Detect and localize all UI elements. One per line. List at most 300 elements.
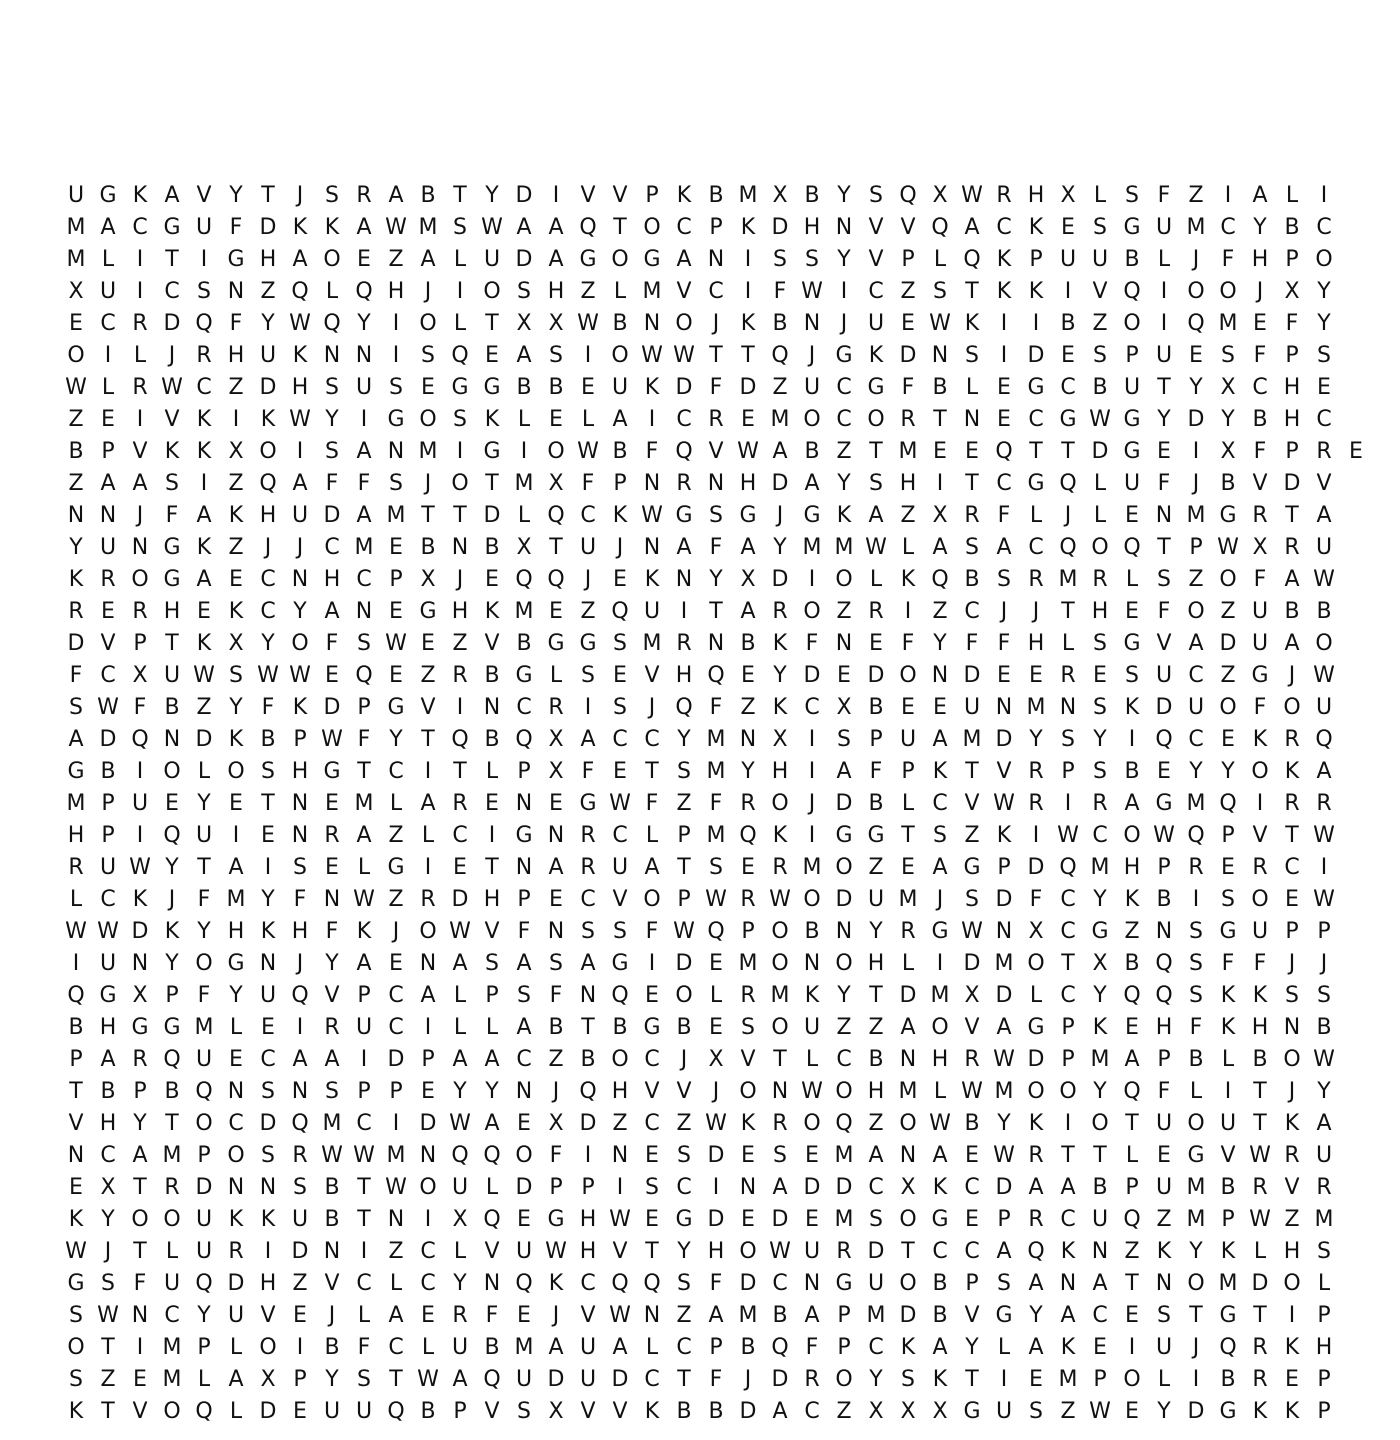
letter-cell[interactable]: S bbox=[773, 247, 787, 272]
letter-cell[interactable]: D bbox=[1187, 407, 1205, 432]
letter-cell[interactable]: I bbox=[808, 727, 816, 752]
letter-cell[interactable]: H bbox=[483, 887, 501, 912]
letter-cell[interactable]: F bbox=[1189, 1015, 1203, 1040]
letter-cell[interactable]: B bbox=[1092, 375, 1108, 400]
letter-cell[interactable]: X bbox=[516, 535, 532, 560]
letter-cell[interactable]: I bbox=[392, 311, 400, 336]
letter-cell[interactable]: N bbox=[227, 279, 245, 304]
letter-cell[interactable]: Y bbox=[325, 951, 339, 976]
letter-cell[interactable]: J bbox=[1192, 1335, 1200, 1360]
letter-cell[interactable]: S bbox=[229, 663, 243, 688]
letter-cell[interactable]: E bbox=[517, 1111, 531, 1136]
letter-cell[interactable]: K bbox=[164, 919, 180, 944]
letter-cell[interactable]: A bbox=[804, 471, 820, 496]
letter-cell[interactable]: E bbox=[901, 855, 915, 880]
letter-cell[interactable]: X bbox=[548, 311, 564, 336]
letter-cell[interactable]: C bbox=[1092, 1303, 1108, 1328]
letter-cell[interactable]: F bbox=[325, 471, 339, 496]
letter-cell[interactable]: C bbox=[868, 1335, 884, 1360]
letter-cell[interactable]: C bbox=[676, 1335, 692, 1360]
letter-cell[interactable]: P bbox=[1221, 823, 1235, 848]
letter-cell[interactable]: Y bbox=[965, 1335, 979, 1360]
letter-cell[interactable]: V bbox=[612, 183, 628, 208]
letter-cell[interactable]: Z bbox=[836, 599, 852, 624]
letter-cell[interactable]: H bbox=[867, 951, 885, 976]
letter-cell[interactable]: W bbox=[289, 311, 311, 336]
letter-cell[interactable]: E bbox=[581, 375, 595, 400]
letter-cell[interactable]: R bbox=[1252, 855, 1268, 880]
letter-cell[interactable]: N bbox=[835, 215, 853, 240]
letter-cell[interactable]: B bbox=[868, 791, 884, 816]
letter-cell[interactable]: G bbox=[643, 1015, 661, 1040]
letter-cell[interactable]: E bbox=[1317, 375, 1331, 400]
letter-cell[interactable]: A bbox=[324, 599, 340, 624]
letter-cell[interactable]: O bbox=[899, 1207, 917, 1232]
letter-cell[interactable]: T bbox=[1061, 1143, 1075, 1168]
letter-cell[interactable]: B bbox=[484, 727, 500, 752]
letter-cell[interactable]: B bbox=[1220, 1175, 1236, 1200]
letter-cell[interactable]: Q bbox=[483, 1207, 501, 1232]
letter-cell[interactable]: D bbox=[995, 887, 1013, 912]
letter-cell[interactable]: Z bbox=[1220, 663, 1236, 688]
letter-cell[interactable]: F bbox=[197, 983, 211, 1008]
letter-cell[interactable]: Q bbox=[323, 311, 341, 336]
letter-cell[interactable]: C bbox=[676, 1175, 692, 1200]
letter-cell[interactable]: P bbox=[581, 1175, 595, 1200]
letter-cell[interactable]: V bbox=[612, 887, 628, 912]
letter-cell[interactable]: G bbox=[131, 1015, 149, 1040]
letter-cell[interactable]: Y bbox=[261, 631, 275, 656]
letter-cell[interactable]: H bbox=[1283, 375, 1301, 400]
letter-cell[interactable]: B bbox=[324, 1175, 340, 1200]
letter-cell[interactable]: X bbox=[932, 183, 948, 208]
letter-cell[interactable]: Y bbox=[837, 983, 851, 1008]
letter-cell[interactable]: T bbox=[709, 343, 723, 368]
letter-cell[interactable]: Z bbox=[1156, 1207, 1172, 1232]
letter-cell[interactable]: O bbox=[1091, 535, 1109, 560]
letter-cell[interactable]: V bbox=[164, 407, 180, 432]
letter-cell[interactable]: H bbox=[579, 1207, 597, 1232]
letter-cell[interactable]: D bbox=[835, 791, 853, 816]
letter-cell[interactable]: J bbox=[328, 1303, 336, 1328]
letter-cell[interactable]: Q bbox=[355, 663, 373, 688]
letter-cell[interactable]: W bbox=[1057, 823, 1079, 848]
letter-cell[interactable]: A bbox=[1316, 1111, 1332, 1136]
letter-cell[interactable]: A bbox=[356, 503, 372, 528]
letter-cell[interactable]: U bbox=[1187, 695, 1205, 720]
letter-cell[interactable]: Y bbox=[1317, 1079, 1331, 1104]
letter-cell[interactable]: J bbox=[584, 567, 592, 592]
letter-cell[interactable]: W bbox=[929, 1111, 951, 1136]
letter-cell[interactable]: K bbox=[1060, 1239, 1076, 1264]
letter-cell[interactable]: R bbox=[1252, 503, 1268, 528]
letter-cell[interactable]: T bbox=[933, 407, 947, 432]
letter-cell[interactable]: S bbox=[357, 1367, 371, 1392]
letter-cell[interactable]: W bbox=[673, 343, 695, 368]
letter-cell[interactable]: S bbox=[1189, 951, 1203, 976]
letter-cell[interactable]: O bbox=[131, 567, 149, 592]
letter-cell[interactable]: G bbox=[1027, 1015, 1045, 1040]
letter-cell[interactable]: B bbox=[420, 1399, 436, 1424]
letter-cell[interactable]: F bbox=[325, 631, 339, 656]
letter-cell[interactable]: U bbox=[1155, 215, 1173, 240]
letter-cell[interactable]: M bbox=[994, 951, 1014, 976]
letter-cell[interactable]: A bbox=[484, 1111, 500, 1136]
letter-cell[interactable]: W bbox=[865, 535, 887, 560]
letter-cell[interactable]: X bbox=[548, 727, 564, 752]
letter-cell[interactable]: U bbox=[1091, 247, 1109, 272]
letter-cell[interactable]: L bbox=[1157, 247, 1171, 272]
letter-cell[interactable]: T bbox=[1157, 535, 1171, 560]
letter-cell[interactable]: G bbox=[963, 855, 981, 880]
letter-cell[interactable]: J bbox=[1320, 951, 1328, 976]
letter-cell[interactable]: Y bbox=[933, 631, 947, 656]
letter-cell[interactable]: C bbox=[964, 1239, 980, 1264]
letter-cell[interactable]: R bbox=[228, 1239, 244, 1264]
letter-cell[interactable]: R bbox=[1092, 567, 1108, 592]
letter-cell[interactable]: O bbox=[611, 1047, 629, 1072]
letter-cell[interactable]: B bbox=[420, 183, 436, 208]
letter-cell[interactable]: B bbox=[1124, 951, 1140, 976]
letter-cell[interactable]: E bbox=[1349, 439, 1363, 464]
letter-cell[interactable]: F bbox=[709, 1367, 723, 1392]
letter-cell[interactable]: K bbox=[740, 215, 756, 240]
letter-cell[interactable]: W bbox=[577, 311, 599, 336]
letter-cell[interactable]: D bbox=[451, 887, 469, 912]
letter-cell[interactable]: V bbox=[964, 791, 980, 816]
letter-cell[interactable]: I bbox=[200, 471, 208, 496]
letter-cell[interactable]: E bbox=[997, 407, 1011, 432]
letter-cell[interactable]: S bbox=[261, 1143, 275, 1168]
letter-cell[interactable]: Q bbox=[515, 567, 533, 592]
letter-cell[interactable]: N bbox=[355, 599, 373, 624]
letter-cell[interactable]: I bbox=[1000, 1367, 1008, 1392]
letter-cell[interactable]: L bbox=[485, 1175, 499, 1200]
letter-cell[interactable]: R bbox=[580, 823, 596, 848]
letter-cell[interactable]: O bbox=[1315, 247, 1333, 272]
letter-cell[interactable]: H bbox=[1027, 631, 1045, 656]
letter-cell[interactable]: P bbox=[293, 727, 307, 752]
letter-cell[interactable]: J bbox=[264, 535, 272, 560]
letter-cell[interactable]: P bbox=[357, 983, 371, 1008]
letter-cell[interactable]: T bbox=[1061, 439, 1075, 464]
letter-cell[interactable]: B bbox=[676, 1399, 692, 1424]
letter-cell[interactable]: W bbox=[161, 375, 183, 400]
letter-cell[interactable]: L bbox=[229, 1335, 243, 1360]
letter-cell[interactable]: X bbox=[228, 631, 244, 656]
letter-cell[interactable]: I bbox=[936, 951, 944, 976]
letter-cell[interactable]: V bbox=[1284, 1175, 1300, 1200]
letter-cell[interactable]: T bbox=[389, 1367, 403, 1392]
letter-cell[interactable]: K bbox=[484, 599, 500, 624]
letter-cell[interactable]: R bbox=[772, 599, 788, 624]
letter-cell[interactable]: S bbox=[1189, 983, 1203, 1008]
letter-cell[interactable]: O bbox=[419, 407, 437, 432]
letter-cell[interactable]: B bbox=[1124, 759, 1140, 784]
letter-cell[interactable]: A bbox=[420, 983, 436, 1008]
letter-cell[interactable]: Z bbox=[100, 1367, 116, 1392]
letter-cell[interactable]: P bbox=[453, 1399, 467, 1424]
letter-cell[interactable]: T bbox=[1029, 439, 1043, 464]
letter-cell[interactable]: E bbox=[741, 1143, 755, 1168]
letter-cell[interactable]: P bbox=[709, 215, 723, 240]
letter-cell[interactable]: O bbox=[419, 1175, 437, 1200]
letter-cell[interactable]: H bbox=[1123, 855, 1141, 880]
letter-cell[interactable]: I bbox=[1032, 311, 1040, 336]
letter-cell[interactable]: E bbox=[1061, 343, 1075, 368]
letter-cell[interactable]: M bbox=[66, 247, 86, 272]
letter-cell[interactable]: A bbox=[772, 1399, 788, 1424]
letter-cell[interactable]: F bbox=[997, 631, 1011, 656]
letter-cell[interactable]: T bbox=[1061, 951, 1075, 976]
letter-cell[interactable]: F bbox=[805, 631, 819, 656]
letter-cell[interactable]: U bbox=[1315, 695, 1333, 720]
letter-cell[interactable]: W bbox=[97, 695, 119, 720]
letter-cell[interactable]: E bbox=[965, 1143, 979, 1168]
letter-cell[interactable]: O bbox=[803, 407, 821, 432]
letter-cell[interactable]: I bbox=[1256, 791, 1264, 816]
letter-cell[interactable]: C bbox=[100, 663, 116, 688]
letter-cell[interactable]: Q bbox=[291, 279, 309, 304]
letter-cell[interactable]: C bbox=[580, 503, 596, 528]
letter-cell[interactable]: C bbox=[644, 1111, 660, 1136]
letter-cell[interactable]: P bbox=[1285, 343, 1299, 368]
letter-cell[interactable]: Q bbox=[67, 983, 85, 1008]
letter-cell[interactable]: E bbox=[549, 407, 563, 432]
letter-cell[interactable]: P bbox=[165, 983, 179, 1008]
letter-cell[interactable]: A bbox=[548, 247, 564, 272]
letter-cell[interactable]: O bbox=[1251, 887, 1269, 912]
letter-cell[interactable]: U bbox=[355, 1015, 373, 1040]
letter-cell[interactable]: C bbox=[708, 279, 724, 304]
letter-cell[interactable]: U bbox=[67, 183, 85, 208]
letter-cell[interactable]: S bbox=[869, 183, 883, 208]
letter-cell[interactable]: X bbox=[420, 567, 436, 592]
letter-cell[interactable]: L bbox=[1189, 1079, 1203, 1104]
letter-cell[interactable]: U bbox=[99, 535, 117, 560]
letter-cell[interactable]: W bbox=[385, 1175, 407, 1200]
letter-cell[interactable]: L bbox=[645, 823, 659, 848]
letter-cell[interactable]: S bbox=[773, 1143, 787, 1168]
letter-cell[interactable]: I bbox=[840, 279, 848, 304]
letter-cell[interactable]: I bbox=[936, 471, 944, 496]
letter-cell[interactable]: H bbox=[707, 1239, 725, 1264]
letter-cell[interactable]: S bbox=[997, 1271, 1011, 1296]
letter-cell[interactable]: E bbox=[1125, 1399, 1139, 1424]
letter-cell[interactable]: Y bbox=[1317, 311, 1331, 336]
letter-cell[interactable]: N bbox=[323, 1239, 341, 1264]
letter-cell[interactable]: A bbox=[132, 471, 148, 496]
letter-cell[interactable]: S bbox=[293, 1175, 307, 1200]
letter-cell[interactable]: E bbox=[389, 535, 403, 560]
letter-cell[interactable]: U bbox=[195, 1239, 213, 1264]
letter-cell[interactable]: I bbox=[1000, 343, 1008, 368]
letter-cell[interactable]: C bbox=[644, 727, 660, 752]
letter-cell[interactable]: Y bbox=[1029, 1303, 1043, 1328]
letter-cell[interactable]: K bbox=[772, 695, 788, 720]
letter-cell[interactable]: E bbox=[613, 663, 627, 688]
letter-cell[interactable]: H bbox=[1315, 1335, 1333, 1360]
letter-cell[interactable]: B bbox=[708, 1399, 724, 1424]
letter-cell[interactable]: E bbox=[453, 855, 467, 880]
letter-cell[interactable]: E bbox=[741, 1207, 755, 1232]
letter-cell[interactable]: C bbox=[836, 407, 852, 432]
letter-cell[interactable]: K bbox=[196, 407, 212, 432]
letter-cell[interactable]: U bbox=[515, 1239, 533, 1264]
letter-cell[interactable]: N bbox=[547, 823, 565, 848]
letter-cell[interactable]: W bbox=[737, 439, 759, 464]
letter-cell[interactable]: C bbox=[420, 1239, 436, 1264]
letter-cell[interactable]: A bbox=[1124, 1047, 1140, 1072]
letter-cell[interactable]: W bbox=[1313, 567, 1335, 592]
letter-cell[interactable]: R bbox=[132, 599, 148, 624]
letter-cell[interactable]: Y bbox=[1093, 887, 1107, 912]
letter-cell[interactable]: C bbox=[420, 1271, 436, 1296]
letter-cell[interactable]: Z bbox=[580, 279, 596, 304]
letter-cell[interactable]: L bbox=[453, 247, 467, 272]
letter-cell[interactable]: G bbox=[963, 1399, 981, 1424]
letter-cell[interactable]: O bbox=[835, 567, 853, 592]
letter-cell[interactable]: I bbox=[584, 1143, 592, 1168]
letter-cell[interactable]: K bbox=[164, 439, 180, 464]
letter-cell[interactable]: Y bbox=[453, 1271, 467, 1296]
letter-cell[interactable]: C bbox=[868, 279, 884, 304]
letter-cell[interactable]: E bbox=[485, 567, 499, 592]
letter-cell[interactable]: E bbox=[709, 1015, 723, 1040]
letter-cell[interactable]: C bbox=[1060, 887, 1076, 912]
letter-cell[interactable]: E bbox=[517, 1207, 531, 1232]
letter-cell[interactable]: T bbox=[869, 439, 883, 464]
letter-cell[interactable]: R bbox=[1028, 1207, 1044, 1232]
letter-cell[interactable]: D bbox=[1219, 631, 1237, 656]
letter-cell[interactable]: A bbox=[1316, 759, 1332, 784]
letter-cell[interactable]: C bbox=[1284, 855, 1300, 880]
letter-cell[interactable]: A bbox=[388, 183, 404, 208]
letter-cell[interactable]: U bbox=[867, 1271, 885, 1296]
letter-cell[interactable]: U bbox=[867, 887, 885, 912]
letter-cell[interactable]: I bbox=[232, 823, 240, 848]
letter-cell[interactable]: V bbox=[1316, 471, 1332, 496]
letter-cell[interactable]: M bbox=[898, 887, 918, 912]
letter-cell[interactable]: V bbox=[740, 1047, 756, 1072]
letter-cell[interactable]: M bbox=[994, 1079, 1014, 1104]
letter-cell[interactable]: Q bbox=[1155, 727, 1173, 752]
letter-cell[interactable]: W bbox=[705, 887, 727, 912]
letter-cell[interactable]: G bbox=[579, 791, 597, 816]
letter-cell[interactable]: Z bbox=[740, 695, 756, 720]
letter-cell[interactable]: M bbox=[162, 1143, 182, 1168]
letter-cell[interactable]: H bbox=[259, 503, 277, 528]
letter-cell[interactable]: J bbox=[168, 343, 176, 368]
letter-cell[interactable]: H bbox=[227, 343, 245, 368]
letter-cell[interactable]: F bbox=[709, 791, 723, 816]
letter-cell[interactable]: W bbox=[449, 1111, 471, 1136]
letter-cell[interactable]: Q bbox=[451, 343, 469, 368]
letter-cell[interactable]: E bbox=[549, 599, 563, 624]
letter-cell[interactable]: P bbox=[1125, 343, 1139, 368]
letter-cell[interactable]: Z bbox=[1284, 1207, 1300, 1232]
letter-cell[interactable]: K bbox=[1092, 1015, 1108, 1040]
letter-cell[interactable]: T bbox=[965, 471, 979, 496]
letter-cell[interactable]: V bbox=[484, 1399, 500, 1424]
letter-cell[interactable]: E bbox=[741, 407, 755, 432]
letter-cell[interactable]: F bbox=[133, 1271, 147, 1296]
letter-cell[interactable]: E bbox=[645, 1207, 659, 1232]
letter-cell[interactable]: L bbox=[997, 1335, 1011, 1360]
letter-cell[interactable]: H bbox=[579, 1239, 597, 1264]
letter-cell[interactable]: Q bbox=[1123, 1207, 1141, 1232]
letter-cell[interactable]: L bbox=[1125, 567, 1139, 592]
letter-cell[interactable]: E bbox=[1061, 215, 1075, 240]
letter-cell[interactable]: K bbox=[996, 823, 1012, 848]
letter-cell[interactable]: N bbox=[995, 695, 1013, 720]
letter-cell[interactable]: S bbox=[325, 183, 339, 208]
letter-cell[interactable]: Z bbox=[836, 439, 852, 464]
letter-cell[interactable]: D bbox=[771, 215, 789, 240]
letter-cell[interactable]: D bbox=[163, 311, 181, 336]
letter-cell[interactable]: E bbox=[389, 951, 403, 976]
letter-cell[interactable]: J bbox=[1032, 599, 1040, 624]
letter-cell[interactable]: S bbox=[293, 855, 307, 880]
letter-cell[interactable]: U bbox=[995, 1399, 1013, 1424]
letter-cell[interactable]: W bbox=[385, 631, 407, 656]
letter-cell[interactable]: Y bbox=[1189, 375, 1203, 400]
letter-cell[interactable]: F bbox=[133, 695, 147, 720]
letter-cell[interactable]: Z bbox=[676, 1111, 692, 1136]
letter-cell[interactable]: M bbox=[386, 1143, 406, 1168]
letter-cell[interactable]: U bbox=[195, 1207, 213, 1232]
letter-cell[interactable]: Q bbox=[1059, 855, 1077, 880]
letter-cell[interactable]: O bbox=[195, 951, 213, 976]
letter-cell[interactable]: T bbox=[1253, 1111, 1267, 1136]
letter-cell[interactable]: I bbox=[392, 1111, 400, 1136]
letter-cell[interactable]: B bbox=[772, 311, 788, 336]
letter-cell[interactable]: L bbox=[965, 375, 979, 400]
letter-cell[interactable]: R bbox=[1284, 1143, 1300, 1168]
letter-cell[interactable]: S bbox=[1285, 983, 1299, 1008]
letter-cell[interactable]: C bbox=[772, 1271, 788, 1296]
letter-cell[interactable]: Z bbox=[900, 279, 916, 304]
letter-cell[interactable]: H bbox=[99, 1015, 117, 1040]
letter-cell[interactable]: N bbox=[931, 663, 949, 688]
letter-cell[interactable]: G bbox=[323, 759, 341, 784]
letter-cell[interactable]: R bbox=[1284, 727, 1300, 752]
letter-cell[interactable]: G bbox=[99, 983, 117, 1008]
letter-cell[interactable]: T bbox=[965, 1367, 979, 1392]
letter-cell[interactable]: G bbox=[931, 919, 949, 944]
letter-cell[interactable]: I bbox=[712, 1175, 720, 1200]
letter-cell[interactable]: A bbox=[68, 727, 84, 752]
letter-cell[interactable]: B bbox=[1092, 1175, 1108, 1200]
letter-cell[interactable]: Q bbox=[163, 823, 181, 848]
letter-cell[interactable]: G bbox=[227, 247, 245, 272]
letter-cell[interactable]: S bbox=[581, 663, 595, 688]
letter-cell[interactable]: G bbox=[419, 599, 437, 624]
letter-cell[interactable]: Z bbox=[388, 887, 404, 912]
letter-cell[interactable]: S bbox=[261, 1079, 275, 1104]
letter-cell[interactable]: A bbox=[1284, 567, 1300, 592]
letter-cell[interactable]: W bbox=[705, 1111, 727, 1136]
letter-cell[interactable]: S bbox=[709, 503, 723, 528]
letter-cell[interactable]: B bbox=[484, 1335, 500, 1360]
letter-cell[interactable]: C bbox=[324, 535, 340, 560]
letter-cell[interactable]: C bbox=[836, 375, 852, 400]
letter-cell[interactable]: Z bbox=[772, 375, 788, 400]
letter-cell[interactable]: R bbox=[452, 791, 468, 816]
letter-cell[interactable]: L bbox=[453, 1015, 467, 1040]
letter-cell[interactable]: I bbox=[104, 343, 112, 368]
letter-cell[interactable]: M bbox=[418, 439, 438, 464]
